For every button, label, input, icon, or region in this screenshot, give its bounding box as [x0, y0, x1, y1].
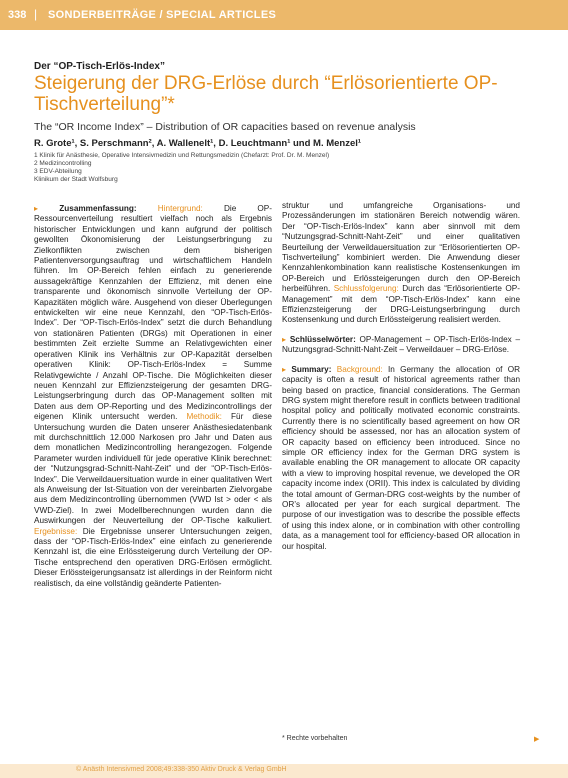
left-column — [34, 204, 272, 589]
article-subtitle: The “OR Income Index” – Distribution of OR capacities based on revenue analysis — [34, 121, 416, 133]
background-text: In Germany the allocation of OR capacity is often a result of historical agreements rather than being based on practice, financial considerations. The German DRG system might therefore result in conflicts between traditional hospital policy and politically motivated economic constraints. Currently there is no scientifically based agreement on how OR efficiency should be assessed, nor has an allocation system of OR capacity based on efficiency been introduced. Since no simple OR efficiency index for the German DRG system is available enabling the OR management to allocate OR capacity with a view to improving hospital revenue, we developed the OR capacity income index (ORII). This index is calculated by dividing the total amount of German-DRG cost-weights by the number of OR’s allocated per year for each surgical department. The purpose of our investigation was to describe the possible effects of using this index alone, or in combination with other controlling data, as a management tool for efficiency-based OR allocation in our hospital. — [282, 364, 520, 551]
summary-marker-icon: ▸ — [282, 364, 287, 374]
abstract-english — [282, 365, 520, 552]
abstract-continued — [282, 201, 520, 326]
schlussfolgerung-text: Durch das “Erlösorientierte OP-Management” mit dem “OP-Tisch-Erlös-Index” kann eine Effizienzsteigerung der DRG-Leistungserbringung durch Kostensenkung und durch Erlössteigerung realisiert werden. — [282, 284, 520, 325]
summary-label: Summary: — [291, 364, 332, 374]
keywords-label: Schlüsselwörter: — [289, 334, 356, 344]
zusammenfassung-label: Zusammenfassung: — [59, 204, 137, 213]
footnote: * Rechte vorbehalten — [282, 735, 348, 742]
keywords-marker-icon: ▸ — [282, 334, 287, 344]
ergebnisse-text: Die Ergebnisse unserer Untersuchungen zeigen, dass der “OP-Tisch-Erlös-Index” eine einfach zu generierende Kennzahl ist, die eine Erlössteigerung durch Verteilung der OP-Tische entsprechend den operativen DRG-Erlösen ermöglicht. Dieser Erlössteigerungsansatz ist allerdings in der Reinform nicht realistisch, da eine vollständig geänderte Patienten- — [34, 526, 272, 588]
footer-citation: © Anästh Intensivmed 2008;49:338-350 Aktiv Druck & Verlag GmbH — [76, 766, 287, 773]
methodik-label: Methodik: — [186, 412, 222, 422]
article-authors: R. Grote¹, S. Perschmann², A. Wallenelt¹, D. Leuchtmann¹ und M. Menzel¹ — [34, 138, 362, 149]
methodik-text: Für diese Untersuchung wurden die Daten unserer Anästhesiedatenbank mit durchschnittlich 12.000 Narkosen pro Jahr und Daten aus dem monatlichen Medizincontrolling herangezogen. Folgende Parameter wurden individuell für jede operative Klinik berechnet: der “Nutzungsgrad-Schnitt-Naht-Zeit” und der “OP-Tisch-Erlös-Index”. Die Verweildauersituation wurde in einer qualitativen Wert als Anweisung der Ist-Situation von der vereinbarten Zielvorgabe aus dem Medizincontrolling übernommen (VWD Ist > oder < als VWD-Ziel). In zwei Modellberechnungen wurden dann die Auswirkungen der Neuverteilung der OP-Tische kalkuliert. — [34, 412, 272, 526]
keywords-text: OP-Management – OP-Tisch-Erlös-Index – Nutzungsgrad-Schnitt-Naht-Zeit – Verweildauer – DRG-Erlöse. — [282, 334, 520, 355]
article-title: Steigerung der DRG-Erlöse durch “Erlösorientierte OP-Tischverteilung”* — [34, 73, 498, 115]
page-number: 338 — [8, 9, 27, 21]
background-label: Background: — [336, 364, 383, 374]
hintergrund-label: Hintergrund: — [157, 204, 203, 213]
affiliation-1: 1 Klinik für Anästhesie, Operative Intensivmedizin und Rettungsmedizin (Chefarzt: Prof. Dr. M. Menzel) — [34, 152, 330, 159]
ergebnisse-label: Ergebnisse: — [34, 526, 78, 536]
article-kicker: Der “OP-Tisch-Erlös-Index” — [34, 61, 165, 72]
continue-arrow-icon: ▶ — [534, 736, 540, 743]
section-marker-icon: ▸ — [34, 204, 39, 213]
continued-text: struktur und umfangreiche Organisations- und Prozessänderungen im stationären Bereich notwendig wären. Der “OP-Tisch-Erlös-Index” kann aber sinnvoll mit dem “Nutzungsgrad-Schnitt-Naht-Zeit” und einer qualitativen Beurteilung der Verweildauersituation zur “Erlösorientierten OP-Tischverteilung” kombiniert werden. Die Anwendung dieser Kennzahlenkombination kann realistische Kostensenkungen im OP-Bereich und Erlössteigerungen durch den OP-Bereich herbeiführen. — [282, 201, 520, 294]
affiliation-2: 2 Medizincontrolling — [34, 160, 92, 167]
section-title: SONDERBEITRÄGE / SPECIAL ARTICLES — [48, 9, 277, 21]
keywords — [282, 335, 520, 356]
right-column — [282, 201, 520, 552]
abstract-german — [34, 204, 272, 589]
affiliation-3: 3 EDV-Abteilung — [34, 168, 82, 175]
affiliation-hospital: Klinikum der Stadt Wolfsburg — [34, 176, 118, 183]
hintergrund-text: Die OP-Ressourcenverteilung resultiert vielfach noch als Ergebnis historischer Entwicklungen und kann aufgrund der politisch gewollten Ökonomisierung der Leistungserbringung zu Zielkonflikten zwischen dem bisherigen Patientenversorgungsauftrag und wirtschaftlichem Handeln führen. Im OP-Bereich fehlen einfach zu generierende aussagekräftige Kennzahlen der Effizienz, mit denen eine transparente und ökonomisch sinnvolle Verteilung der OP-Kapazitäten möglich wäre. Ausgehend von dieser Überlegungen entwickelten wir eine neue Kennzahl, den “OP-Tisch-Erlös-Index”. Der “OP-Tisch-Erlös-Index” setzt die durch Behandlung von stationären Patienten (DRGs) mit Operationen in einer bestimmten Zeit erzielte Summe an Relativgewichten einer operativen Klinik ins Verhältnis zur OP-Kapazität derselben operativen Klinik: OP-Tisch-Erlös-Index = Summe Relativgewichte / Anzahl OP-Tische. Die Möglichkeiten dieser neuen Kennzahl zur Effizienzsteigerung der gesamten DRG-Leistungserbringung durch das OP-Management sollten mit Daten aus dem OP-Reporting und des Medizincontrollings der eigenen Klinik untersucht werden. — [34, 204, 272, 422]
header-separator: | — [34, 7, 38, 21]
schlussfolgerung-label: Schlussfolgerung: — [333, 284, 399, 294]
